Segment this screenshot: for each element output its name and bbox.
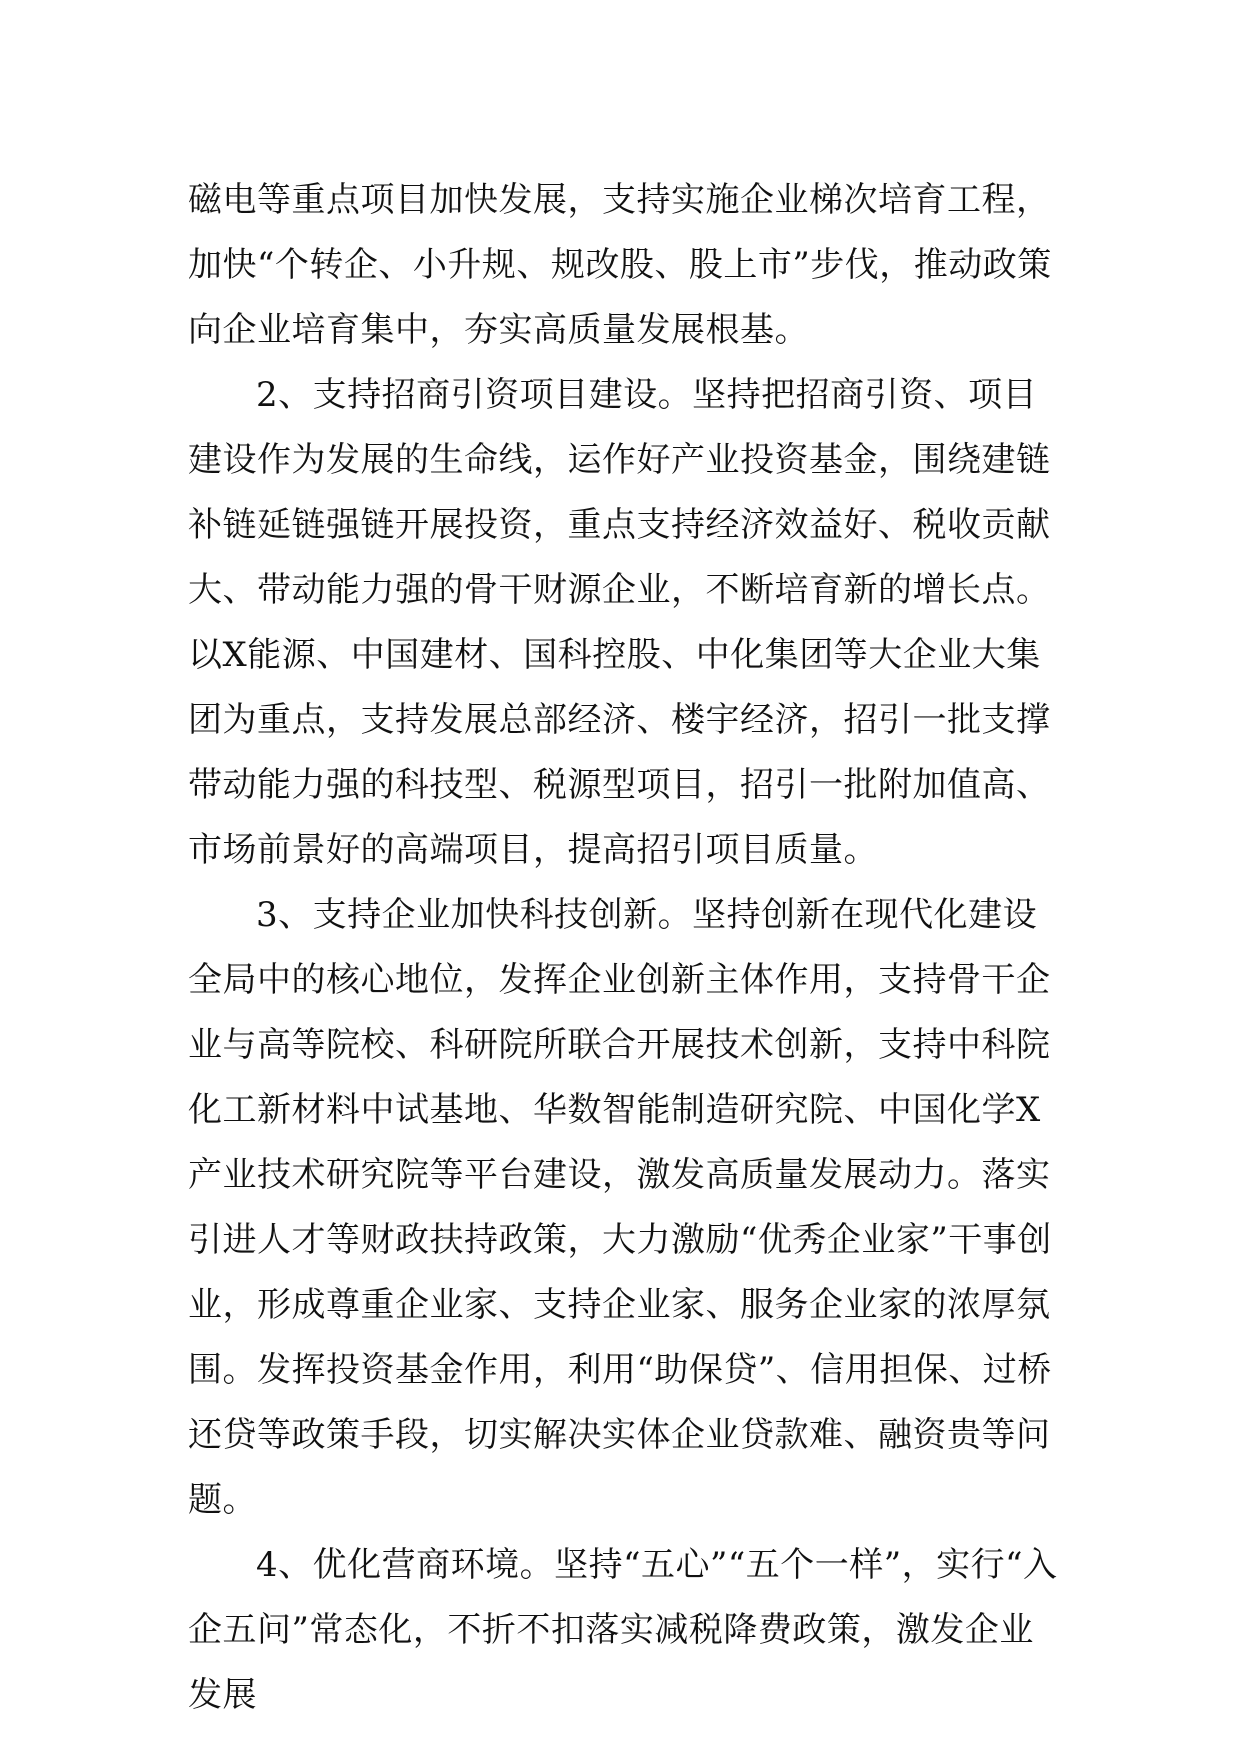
paragraph-1-continued: 磁电等重点项目加快发展，支持实施企业梯次培育工程，加快“个转企、小升规、规改股、股上市”步伐，推动政策向企业培育集中，夯实高质量发展根基。 <box>188 180 1052 350</box>
paragraph-2-investment-projects: 2、支持招商引资项目建设。坚持把招商引资、项目建设作为发展的生命线，运作好产业投资基金，围绕建链补链延链强链开展投资，重点支持经济效益好、税收贡献大、带动能力强的骨干财源企业，不断培育新的增长点。以X能源、中国建材、国科控股、中化集团等大企业大集团为重点，支持发展总部经济、楼宇经济，招引一批支撑带动能力强的科技型、税源型项目，招引一批附加值高、市场前景好的高端项目，提高招引项目质量。 <box>188 375 1051 870</box>
document-body <box>188 168 1068 1728</box>
paragraph-4-business-environment: 4、优化营商环境。坚持“五心”“五个一样”，实行“入企五问”常态化，不折不扣落实减税降费政策，激发企业发展 <box>188 1545 1058 1715</box>
paragraph-3-tech-innovation: 3、支持企业加快科技创新。坚持创新在现代化建设全局中的核心地位，发挥企业创新主体作用，支持骨干企业与高等院校、科研院所联合开展技术创新，支持中科院化工新材料中试基地、华数智能制造研究院、中国化学X产业技术研究院等平台建设，激发高质量发展动力。落实引进人才等财政扶持政策，大力激励“优秀企业家”干事创业，形成尊重企业家、支持企业家、服务企业家的浓厚氛围。发挥投资基金作用，利用“助保贷”、信用担保、过桥还贷等政策手段，切实解决实体企业贷款难、融资贵等问题。 <box>188 895 1052 1520</box>
